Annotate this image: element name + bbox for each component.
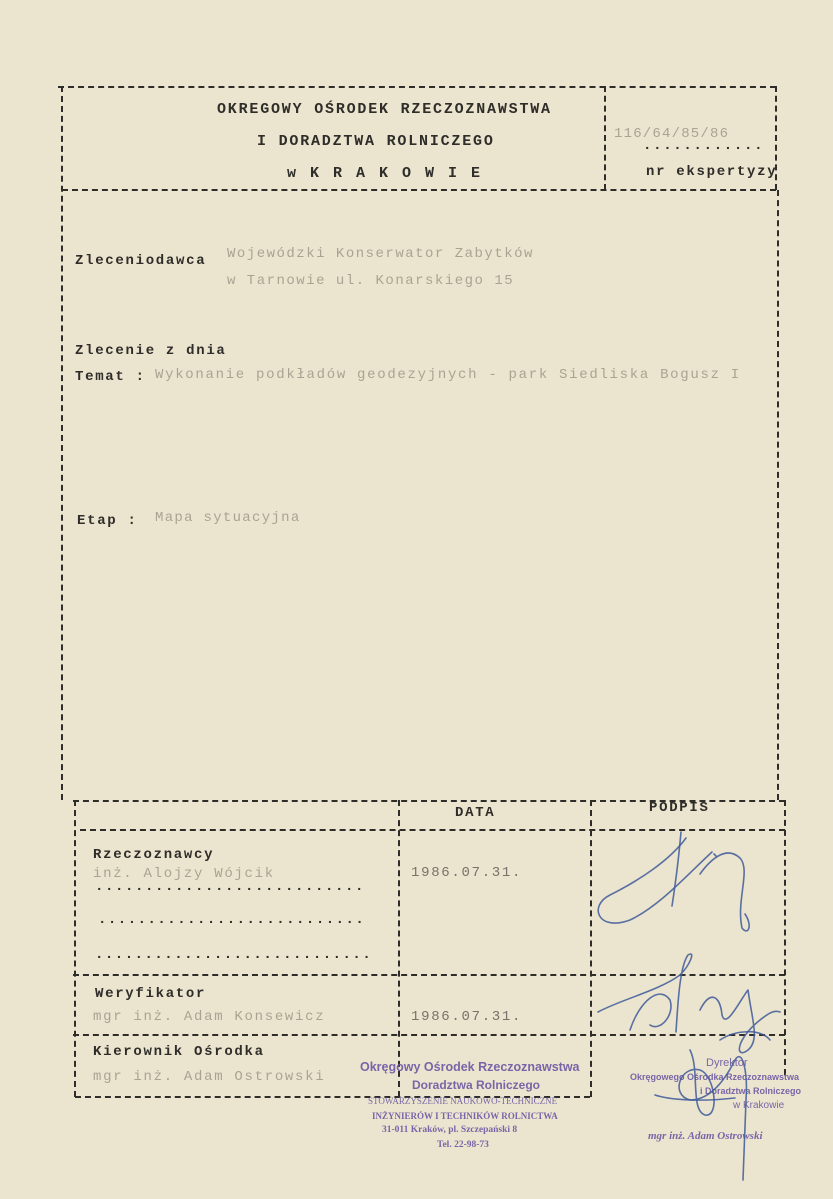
stage-value: Mapa sytuacyjna	[155, 510, 301, 526]
date-column-header: DATA	[455, 805, 496, 821]
director-stamp-title: Dyrektor	[706, 1057, 748, 1069]
row-date-verifier: 1986.07.31.	[411, 1009, 523, 1025]
table-right-border	[784, 800, 786, 1075]
dotted-line: ...........................	[98, 912, 366, 928]
header-divider	[604, 86, 606, 190]
subject-value: Wykonanie podkładów geodezyjnych - park Siedliska Bogusz I	[155, 367, 741, 383]
director-stamp-line3: w Krakowie	[733, 1100, 785, 1111]
director-stamp-line1: Okręgowego Ośrodka Rzeczoznawstwa	[630, 1072, 800, 1082]
table-signature-column-border	[590, 800, 592, 1097]
body-right-border	[777, 190, 779, 800]
client-label: Zleceniodawca	[75, 253, 207, 269]
table-date-column-border	[398, 800, 400, 1097]
header-bottom-border	[62, 189, 776, 191]
signature-column-header: PODPIS	[649, 800, 710, 816]
center-stamp-line1: Okręgowy Ośrodek Rzeczoznawstwa	[360, 1060, 580, 1074]
association-stamp-line1: STOWARZYSZENIE NAUKOWO-TECHNICZNE	[368, 1096, 558, 1106]
row-name-verifier: mgr inż. Adam Konsewicz	[93, 1009, 326, 1025]
association-stamp-address: 31-011 Kraków, pl. Szczepański 8	[382, 1125, 518, 1135]
table-left-border	[74, 800, 76, 1097]
row-role-head: Kierownik Ośrodka	[93, 1044, 265, 1060]
expertise-label: nr ekspertyzy	[646, 164, 778, 180]
director-stamp-name: mgr inż. Adam Ostrowski	[648, 1130, 763, 1142]
row-date-expert: 1986.07.31.	[411, 865, 523, 881]
header-top-border	[58, 86, 776, 88]
signature-expert	[598, 832, 749, 931]
stage-label: Etap :	[77, 513, 138, 529]
row-role-expert: Rzeczoznawcy	[93, 847, 215, 863]
org-name-line2: I DORADZTWA ROLNICZEGO	[257, 133, 495, 150]
org-city: w K R A K O W I E	[287, 165, 483, 182]
association-stamp-line2: INŻYNIERÓW I TECHNIKÓW ROLNICTWA	[372, 1111, 558, 1121]
dotted-line: ...........................	[95, 879, 366, 895]
association-stamp-phone: Tel. 22-98-73	[437, 1140, 489, 1150]
dotted-line: ............................	[95, 947, 373, 963]
signature-verifier	[598, 954, 780, 1053]
client-line2: w Tarnowie ul. Konarskiego 15	[227, 273, 515, 289]
body-left-border	[61, 86, 63, 800]
director-stamp-line2: i Doradztwa Rolniczego	[700, 1086, 802, 1096]
row-name-expert: inż. Alojzy Wójcik	[93, 866, 275, 882]
table-header-bottom-border	[80, 829, 785, 831]
org-name-line1: OKREGOWY OŚRODEK RZECZOZNAWSTWA	[217, 101, 552, 118]
expertise-dots: ............	[643, 138, 765, 154]
table-row-divider	[73, 974, 785, 976]
order-date-label: Zlecenie z dnia	[75, 343, 227, 359]
table-row-divider	[73, 1034, 785, 1036]
row-role-verifier: Weryfikator	[95, 986, 207, 1002]
row-name-head: mgr inż. Adam Ostrowski	[93, 1069, 326, 1085]
client-line1: Wojewódzki Konserwator Zabytków	[227, 246, 534, 262]
subject-label: Temat :	[75, 369, 146, 385]
center-stamp-line2: Doradztwa Rolniczego	[412, 1078, 541, 1092]
expertise-number: 116/64/85/86	[614, 126, 730, 142]
